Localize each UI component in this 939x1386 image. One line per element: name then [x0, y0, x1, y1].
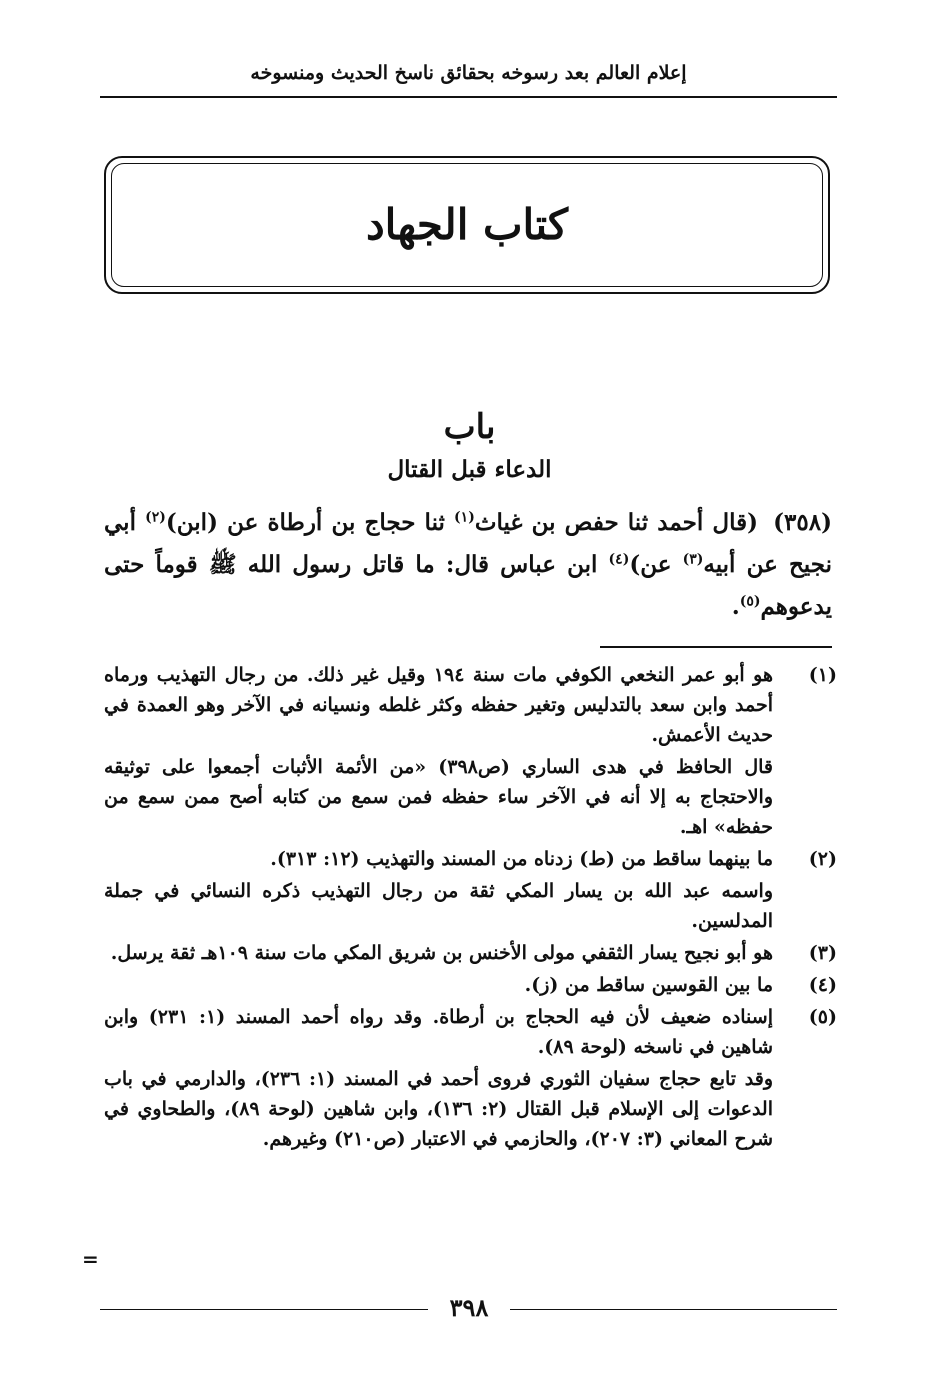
continuation-mark: = [82, 1247, 99, 1271]
hadith-segment: ثنا حجاج بن أرطاة عن (ابن) [165, 509, 455, 536]
footnote-number: (٤) [808, 974, 837, 996]
footnote-ref[interactable]: (٥) [739, 593, 761, 610]
page-number: ٣٩٨ [449, 1293, 489, 1322]
footnote [104, 660, 837, 750]
footnote-ref[interactable]: (٣) [682, 551, 704, 568]
hadith-text [104, 502, 832, 628]
footnote-number: (٢) [808, 848, 837, 870]
footer-rule-left [100, 1309, 428, 1310]
running-header: إعلام العالم بعد رسوخه بحقائق ناسخ الحديث ومنسوخه [250, 62, 687, 84]
footnote-text: ما بينهما ساقط من (ط) زدناه من المسند والتهذيب (١٢: ٣١٣). [270, 848, 773, 870]
footnotes-section [104, 660, 837, 1156]
footnote-number: (١) [808, 664, 837, 686]
footnote-number: (٣) [808, 942, 837, 964]
title-frame [104, 156, 830, 294]
book-title: كتاب الجهاد [365, 200, 569, 249]
hadith-segment: ابن عباس قال: ما قاتل رسول الله ﷺ قوماً حتى يدعوهم [104, 551, 832, 620]
hadith-segment: أبي نجيح عن أبيه [104, 509, 832, 578]
footnote-ref[interactable]: (٢) [145, 509, 166, 526]
hadith-segment: (قال أحمد ثنا حفص بن غياث [474, 509, 758, 536]
footnote-text: هو أبو نجيح يسار الثقفي مولى الأخنس بن شريق المكي مات سنة ١٠٩هـ ثقة يرسل. [110, 942, 773, 964]
footnote [104, 844, 837, 874]
hadith-number: (٣٥٨) [773, 509, 832, 536]
footnote [104, 1002, 837, 1062]
chapter-heading: باب [443, 407, 496, 447]
footnote-ref[interactable]: (٤) [608, 551, 630, 568]
footnote-separator [600, 646, 832, 648]
footnote-number: (٥) [808, 1006, 837, 1028]
header-rule [100, 96, 837, 98]
footnote-continuation: قال الحافظ في هدى الساري (ص٣٩٨) «من الأئمة الأثبات أجمعوا على توثيقه والاحتجاج به إلا أنه في الآخر ساء حفظه فمن سمع من كتابه أصح ممن سمع من حفظه» اهـ. [104, 756, 773, 838]
footnote-ref[interactable]: (١) [454, 509, 475, 526]
hadith-segment: عن) [629, 551, 683, 578]
footnote-continuation: وقد تابع حجاج سفيان الثوري فروى أحمد في المسند (١: ٢٣٦)، والدارمي في باب الدعوات إلى الإسلام قبل القتال (٢: ١٣٦)، وابن شاهين (لوحة ٨٩)، والطحاوي في شرح المعاني (٣: ٢٠٧)، والحازمي في الاعتبار (ص٢١٠) وغيرهم. [104, 1068, 773, 1150]
footnote [104, 970, 837, 1000]
hadith-segment: . [731, 593, 740, 620]
footnote-text: ما بين القوسين ساقط من (ز). [524, 974, 773, 996]
footnote [104, 938, 837, 968]
footnote-text: هو أبو عمر النخعي الكوفي مات سنة ١٩٤ وقيل غير ذلك. من رجال التهذيب ورماه أحمد وابن سعد بالتدليس وتغير حفظه وكثر غلطه ونسيانه في الآخر وهو العمدة في حديث الأعمش. [104, 664, 773, 746]
footer-rule-right [510, 1309, 837, 1310]
footnote-text: إسناده ضعيف لأن فيه الحجاج بن أرطاة. وقد رواه أحمد المسند (١: ٢٣١) وابن شاهين في ناسخه (لوحة ٨٩). [104, 1006, 773, 1058]
chapter-title: الدعاء قبل القتال [387, 456, 552, 483]
footnote-continuation: واسمه عبد الله بن يسار المكي ثقة من رجال التهذيب ذكره النسائي في جملة المدلسين. [104, 880, 773, 932]
